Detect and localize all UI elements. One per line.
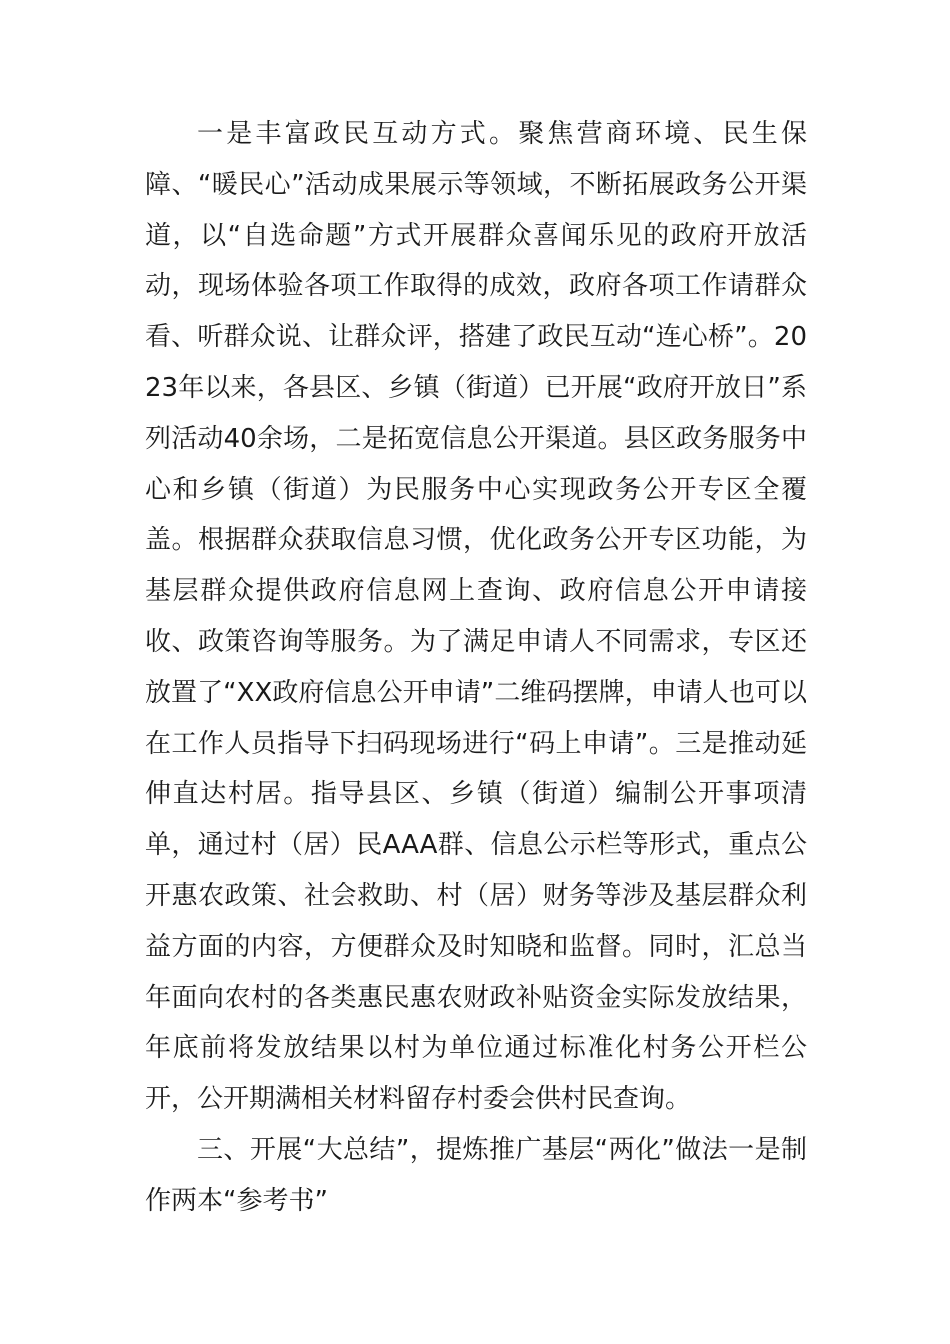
paragraph-interaction-channels: 一是丰富政民互动方式。聚焦营商环境、民生保障、“暖民心”活动成果展示等领域，不断拓展政务公开渠道，以“自选命题”方式开展群众喜闻乐见的政府开放活动，现场体验各项工作取得的成效，政府各项工作请群众看、听群众说、让群众评，搭建了政民互动“连心桥”。2023年以来，各县区、乡镇（街道）已开展“政府开放日”系列活动40余场，二是拓宽信息公开渠道。县区政务服务中心和乡镇（街道）为民服务中心实现政务公开专区全覆盖。根据群众获取信息习惯，优化政务公开专区功能，为基层群众提供政府信息网上查询、政府信息公开申请接收、政策咨询等服务。为了满足申请人不同需求，专区还放置了“XX政府信息公开申请”二维码摆牌，申请人也可以在工作人员指导下扫码现场进行“码上申请”。三是推动延伸直达村居。指导县区、乡镇（街道）编制公开事项清单，通过村（居）民AAA群、信息公示栏等形式，重点公开惠农政策、社会救助、村（居）财务等涉及基层群众利益方面的内容，方便群众及时知晓和监督。同时，汇总当年面向农村的各类惠民惠农财政补贴资金实际发放结果，年底前将发放结果以村为单位通过标准化村务公开栏公开，公开期满相关材料留存村委会供村民查询。 xyxy=(145,119,807,1115)
document-body xyxy=(145,109,807,1227)
paragraph-section-three-heading: 三、开展“大总结”，提炼推广基层“两化”做法一是制作两本“参考书” xyxy=(145,1134,807,1216)
